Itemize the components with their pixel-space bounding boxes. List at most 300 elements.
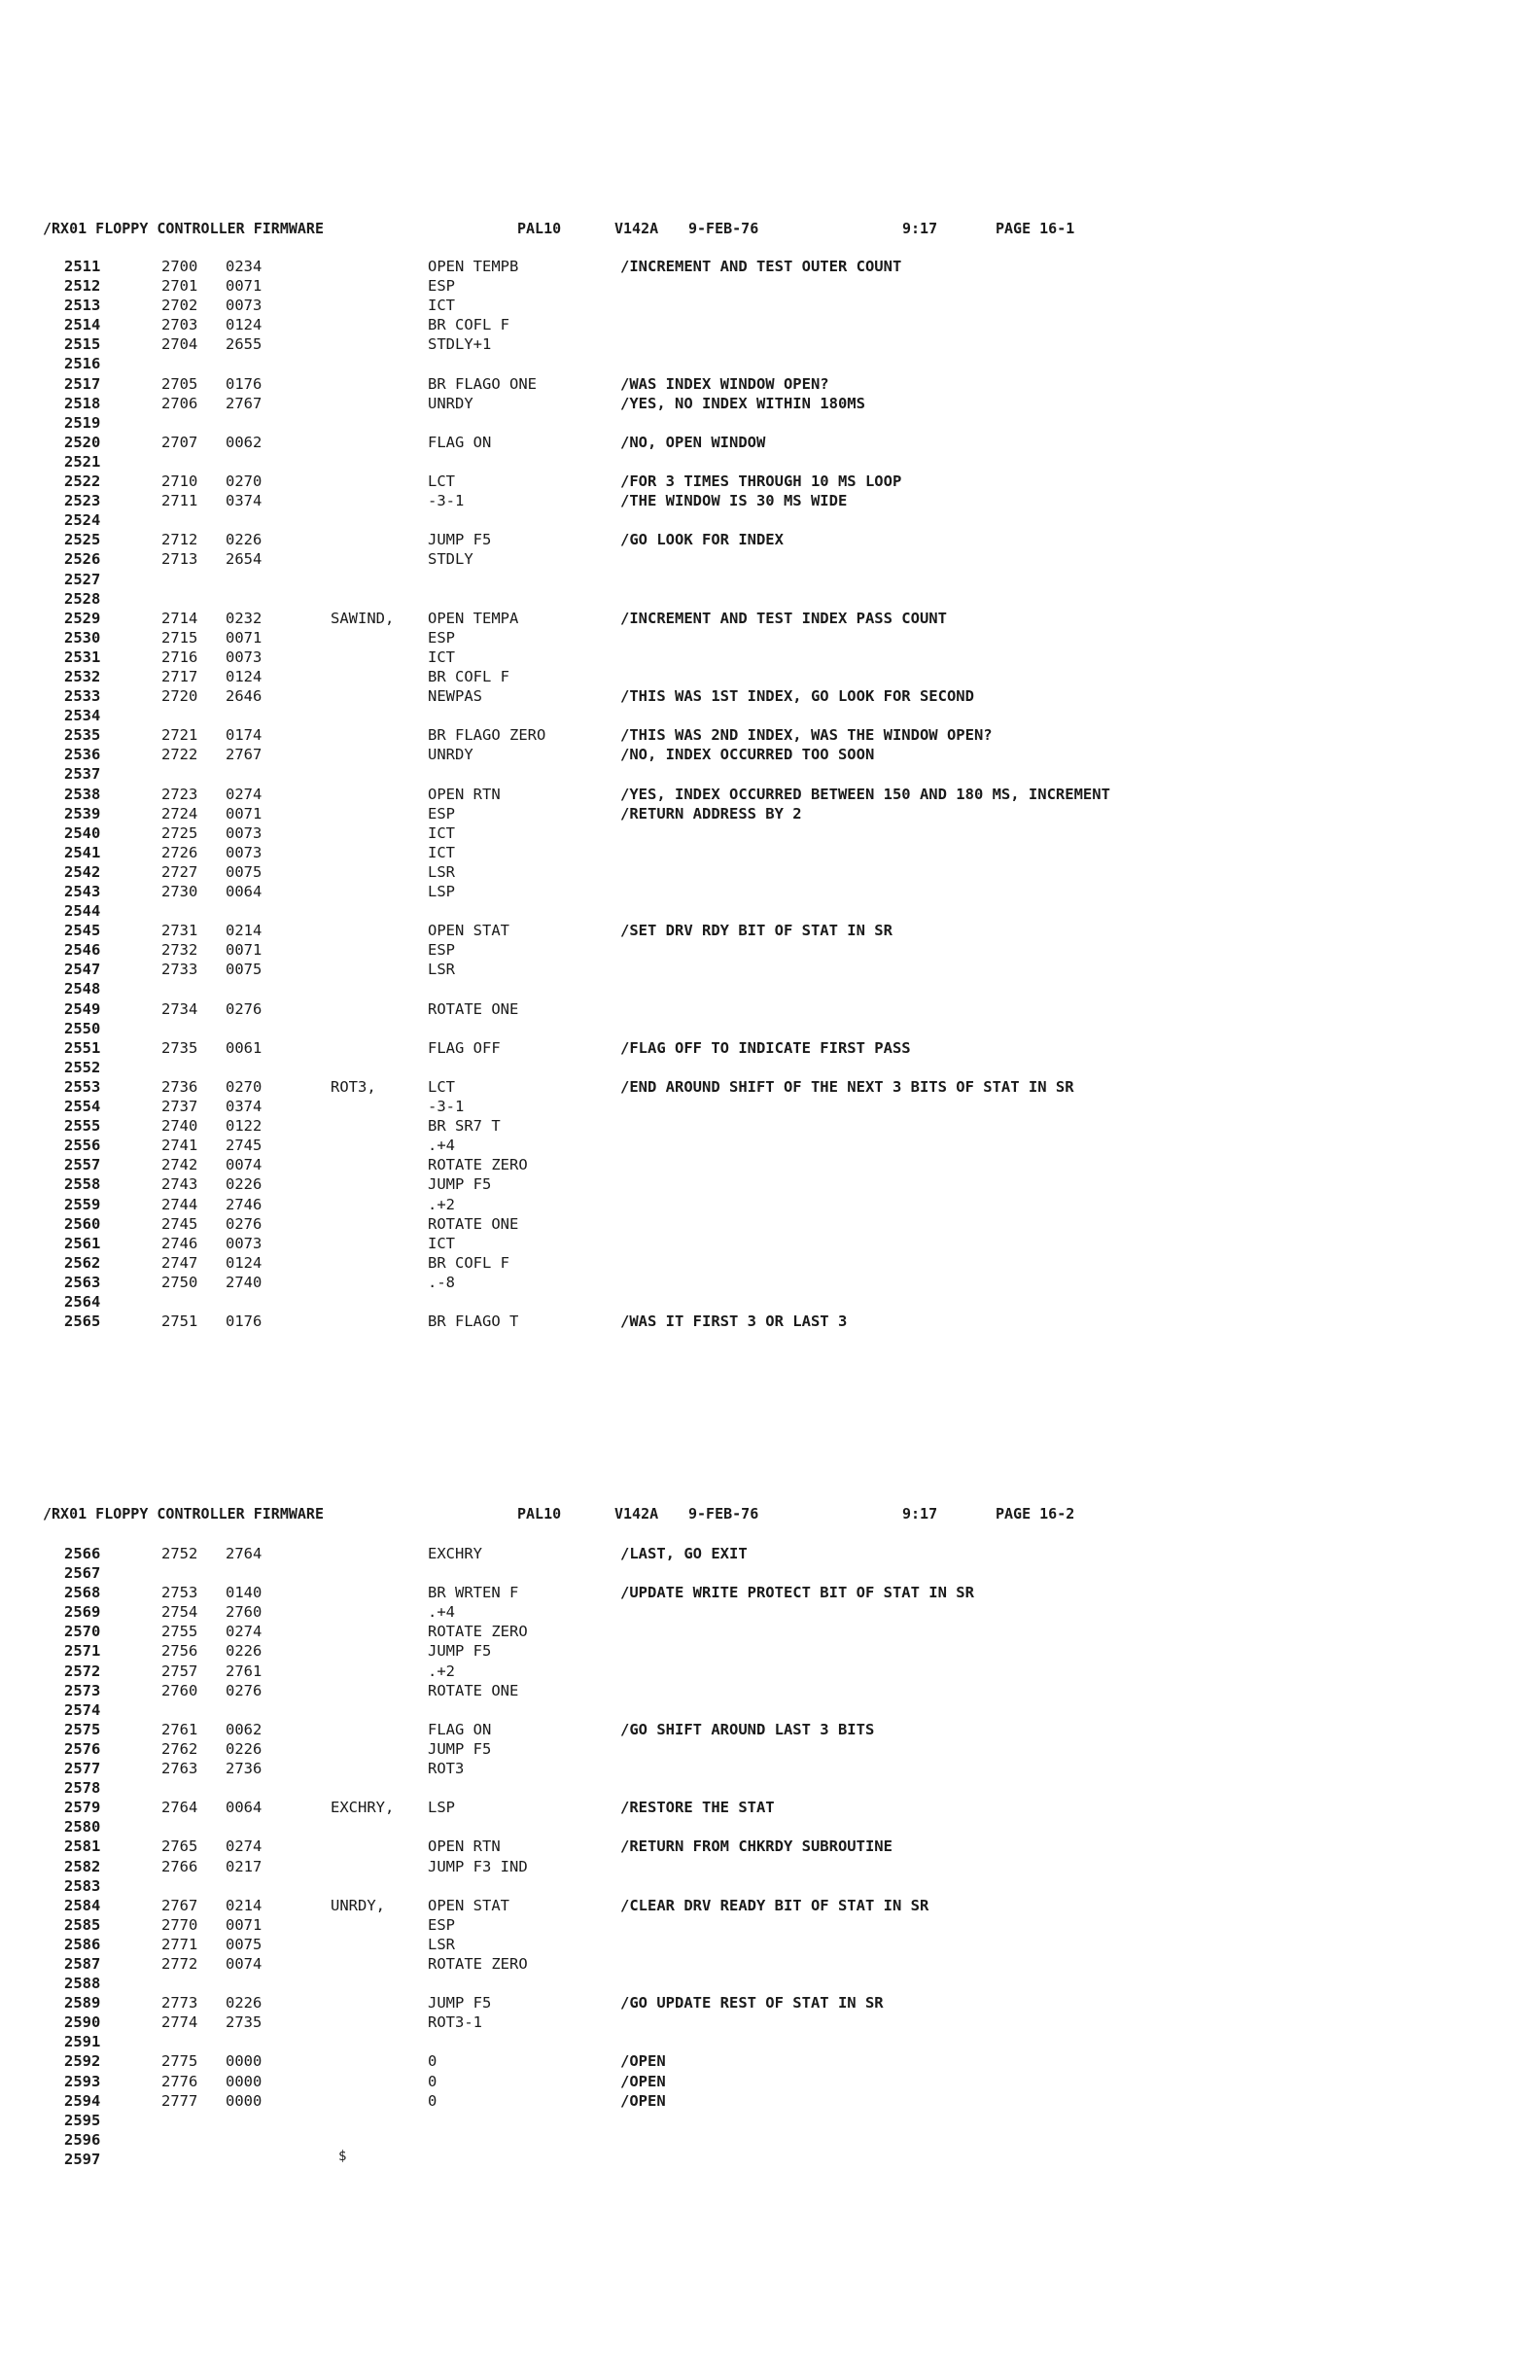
octal-code: 0071 <box>226 628 262 647</box>
octal-code: 0274 <box>226 1838 262 1856</box>
instruction: ROTATE ZERO <box>428 1156 528 1174</box>
octal-code: 2761 <box>226 1662 262 1680</box>
listing-line <box>0 1602 1540 1622</box>
symbol-label: UNRDY, <box>331 1896 385 1914</box>
line-number: 2535 <box>64 726 101 745</box>
address: 2713 <box>161 550 198 569</box>
line-number: 2585 <box>64 1915 101 1934</box>
octal-code: 0074 <box>226 1954 262 1973</box>
line-number: 2524 <box>64 511 101 530</box>
address: 2763 <box>161 1760 198 1778</box>
instruction: OPEN RTN <box>428 1838 501 1856</box>
octal-code: 0124 <box>226 1253 262 1272</box>
listing-line <box>0 628 1540 648</box>
comment: /WAS INDEX WINDOW OPEN? <box>620 374 829 393</box>
listing-line <box>0 257 1540 276</box>
instruction: JUMP F3 IND <box>428 1857 528 1875</box>
comment: /THIS WAS 1ST INDEX, GO LOOK FOR SECOND <box>620 687 974 706</box>
line-number: 2559 <box>64 1195 101 1213</box>
instruction: ROTATE ONE <box>428 1681 519 1699</box>
line-number: 2523 <box>64 492 101 510</box>
listing-line <box>0 354 1540 373</box>
line-number: 2533 <box>64 687 101 706</box>
line-number: 2571 <box>64 1642 101 1661</box>
comment: /GO SHIFT AROUND LAST 3 BITS <box>620 1720 875 1738</box>
comment: /INCREMENT AND TEST INDEX PASS COUNT <box>620 609 947 627</box>
address: 2742 <box>161 1156 198 1174</box>
line-number: 2532 <box>64 667 101 685</box>
line-number: 2573 <box>64 1681 101 1699</box>
address: 2740 <box>161 1117 198 1136</box>
octal-code: 2646 <box>226 687 262 706</box>
listing-line <box>0 1739 1540 1759</box>
address: 2704 <box>161 335 198 354</box>
octal-code: 0073 <box>226 1234 262 1252</box>
octal-code: 0270 <box>226 472 262 491</box>
line-number: 2512 <box>64 277 101 296</box>
line-number: 2518 <box>64 394 101 412</box>
instruction: ICT <box>428 1234 455 1252</box>
octal-code: 2764 <box>226 1545 262 1562</box>
octal-code: 0234 <box>226 258 262 275</box>
line-number: 2566 <box>64 1545 101 1562</box>
instruction: ICT <box>428 297 455 315</box>
listing-line <box>0 315 1540 334</box>
instruction: LSR <box>428 862 455 881</box>
octal-code: 0174 <box>226 726 262 745</box>
listing-line <box>0 2032 1540 2051</box>
address: 2773 <box>161 1994 198 2012</box>
address: 2731 <box>161 922 198 940</box>
instruction: LCT <box>428 472 455 491</box>
address: 2721 <box>161 726 198 745</box>
line-number: 2537 <box>64 765 101 784</box>
instruction: LSR <box>428 961 455 979</box>
instruction: BR WRTEN F <box>428 1584 519 1602</box>
listing-line <box>0 648 1540 667</box>
comment: /NO, INDEX OCCURRED TOO SOON <box>620 746 875 764</box>
listing-line <box>0 901 1540 921</box>
line-number: 2567 <box>64 1564 101 1583</box>
line-number: 2588 <box>64 1975 101 1993</box>
address: 2732 <box>161 941 198 960</box>
line-number: 2579 <box>64 1799 101 1817</box>
instruction: OPEN TEMPB <box>428 258 519 275</box>
address: 2707 <box>161 433 198 451</box>
line-number: 2547 <box>64 961 101 979</box>
line-number: 2553 <box>64 1077 101 1096</box>
instruction: LSP <box>428 1799 455 1817</box>
address: 2733 <box>161 961 198 979</box>
address: 2741 <box>161 1137 198 1155</box>
octal-code: 0075 <box>226 862 262 881</box>
line-number: 2591 <box>64 2033 101 2051</box>
listing-line <box>0 764 1540 784</box>
line-number: 2517 <box>64 374 101 393</box>
listing-line <box>0 276 1540 296</box>
line-number: 2511 <box>64 258 101 275</box>
header-title: /RX01 FLOPPY CONTROLLER FIRMWARE <box>43 1505 324 1522</box>
instruction: BR FLAGO ZERO <box>428 726 546 745</box>
line-number: 2515 <box>64 335 101 354</box>
listing-line <box>0 2072 1540 2091</box>
instruction: ROT3-1 <box>428 2013 482 2032</box>
line-number: 2581 <box>64 1838 101 1856</box>
octal-code: 2736 <box>226 1760 262 1778</box>
instruction: ROTATE ONE <box>428 999 519 1018</box>
instruction: ESP <box>428 277 455 296</box>
line-number: 2542 <box>64 862 101 881</box>
comment: /OPEN <box>620 2072 666 2090</box>
line-number: 2522 <box>64 472 101 491</box>
address: 2770 <box>161 1915 198 1934</box>
address: 2757 <box>161 1662 198 1680</box>
line-number: 2516 <box>64 355 101 373</box>
octal-code: 0073 <box>226 823 262 842</box>
address: 2771 <box>161 1935 198 1953</box>
listing-line <box>0 609 1540 628</box>
octal-code: 0270 <box>226 1077 262 1096</box>
comment: /RETURN FROM CHKRDY SUBROUTINE <box>620 1838 892 1856</box>
listing-line <box>0 1720 1540 1739</box>
instruction: JUMP F5 <box>428 1994 492 2012</box>
listing-line <box>0 1058 1540 1077</box>
address: 2715 <box>161 628 198 647</box>
listing-line <box>0 2130 1540 2150</box>
listing-line <box>0 686 1540 706</box>
octal-code: 0064 <box>226 883 262 900</box>
instruction: FLAG ON <box>428 433 492 451</box>
octal-code: 0074 <box>226 1156 262 1174</box>
listing-line <box>0 296 1540 315</box>
octal-code: 0122 <box>226 1117 262 1136</box>
listing-line <box>0 2012 1540 2032</box>
line-number: 2520 <box>64 433 101 451</box>
line-number: 2562 <box>64 1253 101 1272</box>
listing-line <box>0 999 1540 1019</box>
line-number: 2583 <box>64 1876 101 1895</box>
line-number: 2543 <box>64 883 101 900</box>
instruction: ESP <box>428 1915 455 1934</box>
line-number: 2569 <box>64 1603 101 1622</box>
octal-code: 0061 <box>226 1038 262 1057</box>
listing-line <box>0 979 1540 998</box>
listing-line <box>0 1915 1540 1935</box>
comment: /OPEN <box>620 2091 666 2110</box>
instruction: OPEN STAT <box>428 1896 509 1914</box>
octal-code: 0062 <box>226 433 262 451</box>
listing-line <box>0 1174 1540 1194</box>
line-number: 2541 <box>64 843 101 861</box>
listing-line <box>0 1681 1540 1700</box>
listing-line <box>0 1622 1540 1641</box>
octal-code: 0226 <box>226 1175 262 1194</box>
listing-line <box>0 1136 1540 1155</box>
line-number: 2560 <box>64 1214 101 1233</box>
line-number: 2552 <box>64 1058 101 1076</box>
header-pal: PAL10 <box>517 1505 562 1522</box>
listing-line <box>0 1097 1540 1116</box>
octal-code: 0073 <box>226 297 262 315</box>
listing-line <box>0 413 1540 433</box>
octal-code: 2740 <box>226 1273 262 1291</box>
address: 2723 <box>161 785 198 803</box>
line-number: 2584 <box>64 1896 101 1914</box>
listing-line <box>0 1292 1540 1312</box>
instruction: EXCHRY <box>428 1545 482 1562</box>
instruction: 0 <box>428 2052 438 2071</box>
comment: /INCREMENT AND TEST OUTER COUNT <box>620 258 902 275</box>
instruction: 0 <box>428 2072 438 2090</box>
instruction: JUMP F5 <box>428 1175 492 1194</box>
octal-code: 0374 <box>226 492 262 510</box>
address: 2722 <box>161 746 198 764</box>
line-number: 2589 <box>64 1994 101 2012</box>
listing-line <box>0 804 1540 823</box>
listing-line <box>0 1234 1540 1253</box>
listing-line <box>0 1817 1540 1837</box>
line-number: 2577 <box>64 1760 101 1778</box>
listing-line <box>0 433 1540 452</box>
listing-line <box>0 960 1540 979</box>
line-number: 2540 <box>64 823 101 842</box>
instruction: ESP <box>428 941 455 960</box>
instruction: BR COFL F <box>428 667 509 685</box>
address: 2765 <box>161 1838 198 1856</box>
address: 2730 <box>161 883 198 900</box>
address: 2720 <box>161 687 198 706</box>
line-number: 2536 <box>64 746 101 764</box>
line-number: 2534 <box>64 707 101 725</box>
listing-line <box>0 570 1540 589</box>
line-number: 2558 <box>64 1175 101 1194</box>
octal-code: 0124 <box>226 667 262 685</box>
header-time: 9:17 <box>902 1505 938 1522</box>
listing-line <box>0 491 1540 510</box>
listing-line <box>0 589 1540 609</box>
listing-line <box>0 1837 1540 1856</box>
listing-line <box>0 921 1540 940</box>
address: 2776 <box>161 2072 198 2090</box>
line-number: 2575 <box>64 1720 101 1738</box>
listing-line <box>0 862 1540 882</box>
comment: /LAST, GO EXIT <box>620 1545 748 1562</box>
comment: /SET DRV RDY BIT OF STAT IN SR <box>620 922 892 940</box>
line-number: 2538 <box>64 785 101 803</box>
octal-code: 0276 <box>226 1214 262 1233</box>
comment: /YES, INDEX OCCURRED BETWEEN 150 AND 180 MS, INCREMENT <box>620 785 1110 803</box>
instruction: STDLY+1 <box>428 335 492 354</box>
address: 2767 <box>161 1896 198 1914</box>
address: 2710 <box>161 472 198 491</box>
octal-code: 0000 <box>226 2091 262 2110</box>
address: 2774 <box>161 2013 198 2032</box>
address: 2711 <box>161 492 198 510</box>
listing-line <box>0 725 1540 745</box>
octal-code: 0226 <box>226 1994 262 2012</box>
instruction: ICT <box>428 823 455 842</box>
instruction: STDLY <box>428 550 473 569</box>
listing-line <box>0 510 1540 530</box>
listing-line <box>0 1700 1540 1720</box>
symbol-label: EXCHRY, <box>331 1799 395 1817</box>
header-page: PAGE 16-1 <box>996 220 1075 237</box>
address: 2725 <box>161 823 198 842</box>
listing-line <box>0 1544 1540 1563</box>
address: 2747 <box>161 1253 198 1272</box>
address: 2700 <box>161 258 198 275</box>
octal-code: 0226 <box>226 531 262 549</box>
octal-code: 2760 <box>226 1603 262 1622</box>
address: 2717 <box>161 667 198 685</box>
listing-line <box>0 1155 1540 1174</box>
comment: /RESTORE THE STAT <box>620 1799 775 1817</box>
instruction: OPEN RTN <box>428 785 501 803</box>
address: 2703 <box>161 316 198 334</box>
line-number: 2514 <box>64 316 101 334</box>
listing-line <box>0 706 1540 725</box>
address: 2714 <box>161 609 198 627</box>
line-number: 2513 <box>64 297 101 315</box>
listing-line <box>0 1019 1540 1038</box>
instruction: BR FLAGO ONE <box>428 374 537 393</box>
listing-line <box>0 1312 1540 1331</box>
line-number: 2521 <box>64 452 101 471</box>
line-number: 2594 <box>64 2091 101 2110</box>
comment: /FLAG OFF TO INDICATE FIRST PASS <box>620 1038 911 1057</box>
instruction: UNRDY <box>428 394 473 412</box>
octal-code: 0274 <box>226 1623 262 1641</box>
address: 2716 <box>161 648 198 666</box>
listing-line <box>0 1116 1540 1136</box>
line-number: 2544 <box>64 902 101 921</box>
line-number: 2546 <box>64 941 101 960</box>
line-number: 2564 <box>64 1292 101 1311</box>
line-number: 2525 <box>64 531 101 549</box>
listing-line <box>0 1662 1540 1681</box>
line-number: 2586 <box>64 1935 101 1953</box>
listing-line <box>0 1077 1540 1097</box>
octal-code: 0071 <box>226 1915 262 1934</box>
instruction: JUMP F5 <box>428 531 492 549</box>
instruction: UNRDY <box>428 746 473 764</box>
comment: /THIS WAS 2ND INDEX, WAS THE WINDOW OPEN? <box>620 726 993 745</box>
address: 2727 <box>161 862 198 881</box>
listing-line <box>0 549 1540 569</box>
instruction: JUMP F5 <box>428 1739 492 1758</box>
line-number: 2568 <box>64 1584 101 1602</box>
address: 2752 <box>161 1545 198 1562</box>
header-title: /RX01 FLOPPY CONTROLLER FIRMWARE <box>43 220 324 237</box>
listing-line <box>0 2111 1540 2130</box>
line-number: 2551 <box>64 1038 101 1057</box>
address: 2760 <box>161 1681 198 1699</box>
listing-line <box>0 667 1540 686</box>
octal-code: 0071 <box>226 941 262 960</box>
address: 2734 <box>161 999 198 1018</box>
comment: /YES, NO INDEX WITHIN 180MS <box>620 394 865 412</box>
line-number: 2545 <box>64 922 101 940</box>
line-number: 2593 <box>64 2072 101 2090</box>
listing-page-1 <box>0 257 1540 1331</box>
listing-line <box>0 785 1540 804</box>
listing-line <box>0 1273 1540 1292</box>
line-number: 2548 <box>64 980 101 998</box>
listing-line <box>0 2091 1540 2111</box>
address: 2701 <box>161 277 198 296</box>
instruction: .+2 <box>428 1662 455 1680</box>
line-number: 2563 <box>64 1273 101 1291</box>
line-number: 2549 <box>64 999 101 1018</box>
instruction: FLAG OFF <box>428 1038 501 1057</box>
comment: /CLEAR DRV READY BIT OF STAT IN SR <box>620 1896 929 1914</box>
address: 2737 <box>161 1098 198 1116</box>
address: 2702 <box>161 297 198 315</box>
listing-line <box>0 882 1540 901</box>
comment: /END AROUND SHIFT OF THE NEXT 3 BITS OF STAT IN SR <box>620 1077 1074 1096</box>
listing-line <box>0 1563 1540 1583</box>
address: 2705 <box>161 374 198 393</box>
listing-line <box>0 1583 1540 1602</box>
instruction: .+4 <box>428 1137 455 1155</box>
listing-line <box>0 1935 1540 1954</box>
comment: /WAS IT FIRST 3 OR LAST 3 <box>620 1312 848 1331</box>
instruction: LCT <box>428 1077 455 1096</box>
header-date: 9-FEB-76 <box>688 1505 759 1522</box>
instruction: -3-1 <box>428 492 465 510</box>
octal-code: 0226 <box>226 1642 262 1661</box>
address: 2775 <box>161 2052 198 2071</box>
instruction: NEWPAS <box>428 687 482 706</box>
octal-code: 0075 <box>226 961 262 979</box>
line-number: 2590 <box>64 2013 101 2032</box>
instruction: LSR <box>428 1935 455 1953</box>
listing-line <box>0 530 1540 549</box>
listing-line <box>0 1798 1540 1817</box>
comment: /FOR 3 TIMES THROUGH 10 MS LOOP <box>620 472 902 491</box>
listing-line <box>0 1857 1540 1876</box>
comment: /THE WINDOW IS 30 MS WIDE <box>620 492 848 510</box>
comment: /GO LOOK FOR INDEX <box>620 531 784 549</box>
line-number: 2531 <box>64 648 101 666</box>
instruction: OPEN STAT <box>428 922 509 940</box>
listing-line <box>0 1195 1540 1214</box>
octal-code: 0176 <box>226 374 262 393</box>
instruction: ESP <box>428 804 455 822</box>
line-number: 2555 <box>64 1117 101 1136</box>
header-page: PAGE 16-2 <box>996 1505 1075 1522</box>
address: 2754 <box>161 1603 198 1622</box>
listing-line <box>0 1778 1540 1798</box>
line-number: 2561 <box>64 1234 101 1252</box>
address: 2726 <box>161 843 198 861</box>
octal-code: 0232 <box>226 609 262 627</box>
address: 2761 <box>161 1720 198 1738</box>
listing-page-2 <box>0 1544 1540 2169</box>
line-number: 2557 <box>64 1156 101 1174</box>
instruction: ICT <box>428 648 455 666</box>
listing-line <box>0 1214 1540 1234</box>
listing-line <box>0 1759 1540 1778</box>
address: 2724 <box>161 804 198 822</box>
address: 2735 <box>161 1038 198 1057</box>
listing-line <box>0 823 1540 843</box>
octal-code: 2654 <box>226 550 262 569</box>
address: 2764 <box>161 1799 198 1817</box>
octal-code: 2767 <box>226 746 262 764</box>
address: 2744 <box>161 1195 198 1213</box>
symbol-label: ROT3, <box>331 1077 376 1096</box>
